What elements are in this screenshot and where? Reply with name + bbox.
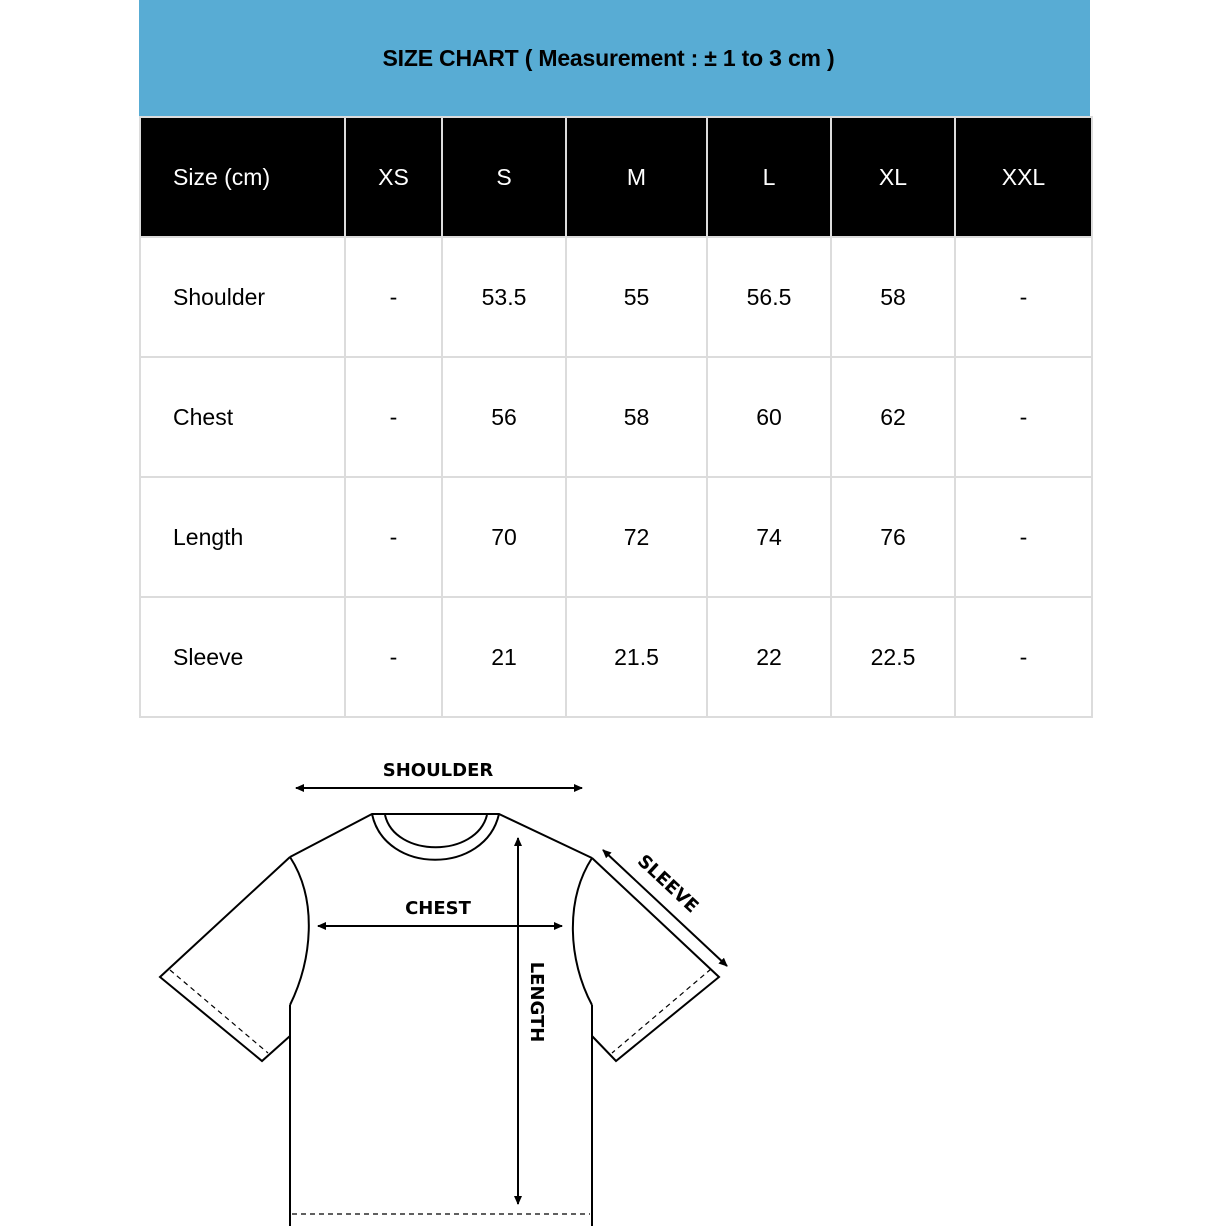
- table-cell: 53.5: [442, 237, 566, 357]
- table-cell: 58: [831, 237, 955, 357]
- table-cell: -: [955, 597, 1092, 717]
- column-header-l: L: [707, 117, 831, 237]
- table-cell: 22: [707, 597, 831, 717]
- size-table: [139, 116, 1093, 718]
- table-cell: 58: [566, 357, 707, 477]
- column-header-xxl: XXL: [955, 117, 1092, 237]
- table-cell: 60: [707, 357, 831, 477]
- row-label-chest: Chest: [140, 357, 345, 477]
- table-cell: 21.5: [566, 597, 707, 717]
- table-row: [140, 237, 1092, 357]
- table-cell: 22.5: [831, 597, 955, 717]
- column-header-xl: XL: [831, 117, 955, 237]
- table-row: [140, 597, 1092, 717]
- table-cell: 72: [566, 477, 707, 597]
- table-cell: 56: [442, 357, 566, 477]
- table-cell: 70: [442, 477, 566, 597]
- chest-label: CHEST: [405, 898, 471, 919]
- table-cell: -: [345, 477, 442, 597]
- table-header-row: [140, 117, 1092, 237]
- row-label-sleeve: Sleeve: [140, 597, 345, 717]
- row-label-length: Length: [140, 477, 345, 597]
- table-cell: -: [955, 357, 1092, 477]
- t-shirt-measurement-icon: [150, 745, 750, 1226]
- column-header-s: S: [442, 117, 566, 237]
- column-header-xs: XS: [345, 117, 442, 237]
- table-row: [140, 357, 1092, 477]
- t-shirt-outline: [160, 814, 719, 1226]
- shoulder-label: SHOULDER: [382, 760, 494, 781]
- table-cell: -: [955, 477, 1092, 597]
- table-cell: -: [345, 237, 442, 357]
- table-cell: -: [955, 237, 1092, 357]
- table-row: [140, 477, 1092, 597]
- size-chart-title: SIZE CHART ( Measurement : ± 1 to 3 cm ): [382, 44, 835, 71]
- table-cell: 62: [831, 357, 955, 477]
- table-cell: -: [345, 357, 442, 477]
- table-cell: 21: [442, 597, 566, 717]
- row-label-shoulder: Shoulder: [140, 237, 345, 357]
- table-cell: 76: [831, 477, 955, 597]
- table-cell: 56.5: [707, 237, 831, 357]
- length-label: LENGTH: [526, 961, 547, 1043]
- size-chart-header: [139, 0, 1090, 116]
- column-header-m: M: [566, 117, 707, 237]
- table-cell: 74: [707, 477, 831, 597]
- sleeve-label: SLEEVE: [633, 850, 703, 918]
- table-cell: 55: [566, 237, 707, 357]
- table-cell: -: [345, 597, 442, 717]
- column-header-size: Size (cm): [140, 117, 345, 237]
- hem-stitches: [170, 969, 711, 1214]
